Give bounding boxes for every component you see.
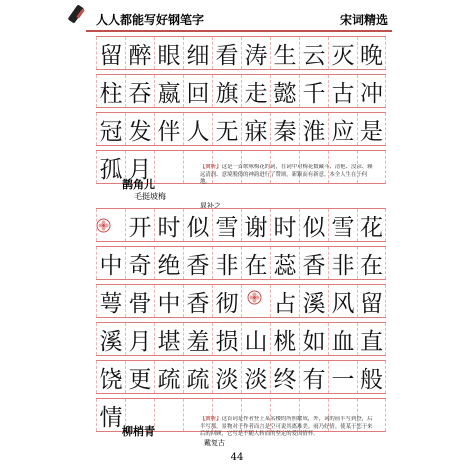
grid-cell: 风 <box>328 285 357 317</box>
grid-cell: 醉 <box>125 37 154 69</box>
grid-cell: 疏 <box>183 361 212 393</box>
page-header <box>86 8 392 32</box>
grid-cell: 无 <box>212 113 241 145</box>
grid-cell: 桃 <box>270 323 299 355</box>
grid-cell: 中 <box>96 247 125 279</box>
grid-cell: 时 <box>154 209 183 241</box>
grid-cell: 绝 <box>154 247 183 279</box>
grid-cell: 谢 <box>241 209 270 241</box>
page-number: 44 <box>230 452 244 463</box>
poem-author: 晁补之 <box>200 202 221 210</box>
note-tag: 【赏析】 <box>200 416 222 422</box>
practice-grid-bottom <box>96 208 386 436</box>
grid-cell: 看 <box>212 37 241 69</box>
grid-cell: 更 <box>125 361 154 393</box>
grid-cell: 柱 <box>96 75 125 107</box>
grid-cell: 损 <box>212 323 241 355</box>
book-title: 人人都能写好钢笔字 <box>96 13 205 27</box>
grid-cell: 嬴 <box>154 75 183 107</box>
grid-cell: 香 <box>183 247 212 279</box>
grid-cell: 似 <box>183 209 212 241</box>
grid-cell: 骨 <box>125 285 154 317</box>
grid-cell: 堪 <box>154 323 183 355</box>
appreciation-note <box>200 164 376 196</box>
grid-cell <box>241 285 270 317</box>
grid-cell: 懿 <box>270 75 299 107</box>
grid-cell: 秦 <box>270 113 299 145</box>
grid-cell: 血 <box>328 323 357 355</box>
grid-cell: 是 <box>357 113 386 145</box>
grid-cell: 生 <box>270 37 299 69</box>
grid-cell: 中 <box>154 285 183 317</box>
grid-cell: 孤 <box>96 151 125 183</box>
grid-cell: 晚 <box>357 37 386 69</box>
grid-cell: 千 <box>299 75 328 107</box>
grid-row <box>96 246 386 280</box>
grid-cell: 雪 <box>212 209 241 241</box>
poem-heading-1 <box>96 164 386 214</box>
note-text: 这是一首歌咏梅花的词，在词中对梅花数藏斗、清艳、没杂、赖远清润、意境脱俗的神韵进行了赞颂，新颖而有新意。本全人生在于何地。 <box>200 164 373 185</box>
grid-cell: 时 <box>270 209 299 241</box>
grid-cell: 如 <box>299 323 328 355</box>
grid-cell: 旗 <box>212 75 241 107</box>
grid-cell: 淡 <box>241 361 270 393</box>
grid-cell: 回 <box>183 75 212 107</box>
grid-cell: 月 <box>125 323 154 355</box>
grid-row <box>96 112 386 146</box>
grid-cell: 终 <box>270 361 299 393</box>
poem-heading-2 <box>96 416 386 450</box>
grid-cell: 云 <box>299 37 328 69</box>
grid-cell: 留 <box>357 285 386 317</box>
poem-author: 戴复古 <box>204 439 225 447</box>
grid-cell: 饶 <box>96 361 125 393</box>
poem-title: 柳梢青 <box>122 425 155 438</box>
grid-cell: 留 <box>96 37 125 69</box>
grid-cell: 有 <box>299 361 328 393</box>
grid-cell: 香 <box>183 285 212 317</box>
grid-cell: 一 <box>328 361 357 393</box>
grid-row <box>96 36 386 70</box>
grid-cell: 伴 <box>154 113 183 145</box>
grid-cell: 人 <box>183 113 212 145</box>
grid-cell: 花 <box>357 209 386 241</box>
grid-cell: 情 <box>96 399 125 431</box>
grid-cell: 山 <box>241 323 270 355</box>
grid-cell: 发 <box>125 113 154 145</box>
grid-cell: 直 <box>357 323 386 355</box>
grid-cell: 在 <box>241 247 270 279</box>
grid-cell: 在 <box>357 247 386 279</box>
grid-cell: 蕊 <box>270 247 299 279</box>
grid-cell: 羞 <box>183 323 212 355</box>
grid-cell: 般 <box>357 361 386 393</box>
grid-cell: 非 <box>328 247 357 279</box>
grid-cell: 应 <box>328 113 357 145</box>
grid-cell <box>96 209 125 241</box>
grid-cell: 走 <box>241 75 270 107</box>
grid-cell: 古 <box>328 75 357 107</box>
grid-cell: 涛 <box>241 37 270 69</box>
grid-cell: 雪 <box>328 209 357 241</box>
grid-row <box>96 360 386 394</box>
grid-cell: 月 <box>125 151 154 183</box>
grid-cell: 溪 <box>299 285 328 317</box>
note-tag: 【赏析】 <box>200 164 222 170</box>
grid-row <box>96 322 386 356</box>
grid-row <box>96 74 386 108</box>
poem-subtitle: 毛挺坡梅 <box>134 192 166 201</box>
grid-cell: 奇 <box>125 247 154 279</box>
grid-cell: 溪 <box>96 323 125 355</box>
pen-icon <box>68 2 94 28</box>
grid-row <box>96 208 386 242</box>
grid-cell: 冲 <box>357 75 386 107</box>
poem-title: 鹊角儿 <box>122 178 155 191</box>
grid-cell: 开 <box>125 209 154 241</box>
grid-cell: 冠 <box>96 113 125 145</box>
grid-cell: 香 <box>299 247 328 279</box>
grid-cell: 寐 <box>241 113 270 145</box>
grid-cell: 疏 <box>154 361 183 393</box>
section-title: 宋词精选 <box>339 13 388 27</box>
note-text: 这首词是作者登上某名楼的所照耀成，外，词的前半写到登，后半写那，景物对于作者而言是空可说其离难美。雨乃好情。使某于恋于来后的回顾，它写是不随人转而的坚定的爱国情怀。 <box>200 416 373 437</box>
grid-cell: 彻 <box>212 285 241 317</box>
appreciation-note <box>200 416 376 448</box>
grid-cell: 吞 <box>125 75 154 107</box>
grid-cell: 淡 <box>212 361 241 393</box>
grid-cell: 似 <box>299 209 328 241</box>
grid-cell: 占 <box>270 285 299 317</box>
grid-cell: 萼 <box>96 285 125 317</box>
grid-cell: 非 <box>212 247 241 279</box>
grid-cell: 细 <box>183 37 212 69</box>
grid-cell: 淮 <box>299 113 328 145</box>
grid-cell: 灭 <box>328 37 357 69</box>
grid-cell: 眼 <box>154 37 183 69</box>
grid-row <box>96 284 386 318</box>
